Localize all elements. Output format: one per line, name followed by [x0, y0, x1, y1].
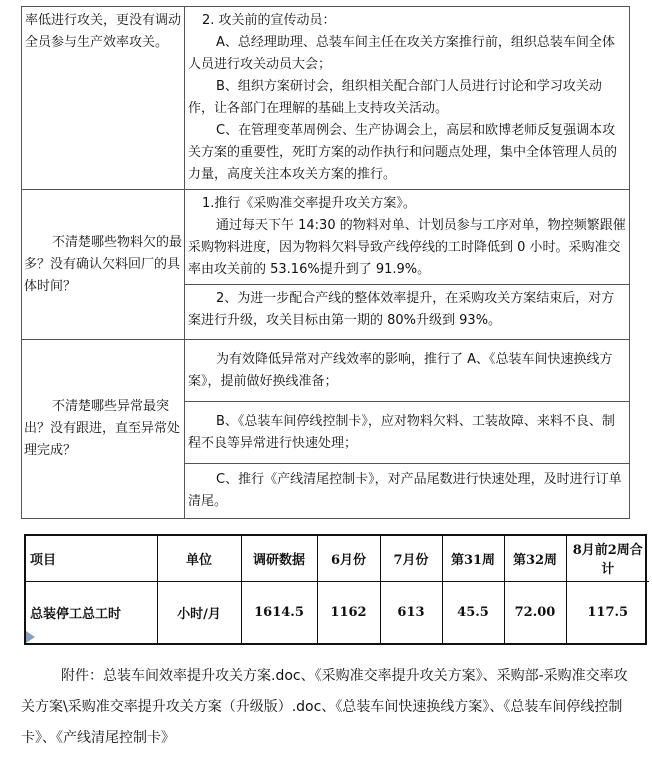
problem-text: 不清楚哪些物料欠的最多？没有确认欠料回厂的具体时间？ — [24, 234, 183, 294]
triangle-marker-icon — [26, 631, 35, 643]
measure-item: 为有效降低异常对产线效率的影响，推行了 A、《总装车间快速换线方案》，提前做好换线准备； — [188, 351, 613, 389]
measures-table — [21, 6, 630, 519]
header-row — [26, 536, 649, 581]
measure-item: C、推行《产线清尾控制卡》，对产品尾数进行快速处理，及时进行订单清尾。 — [188, 472, 622, 509]
problem-cell — [22, 340, 185, 519]
attachments-paragraph: 附件：总装车间效率提升攻关方案.doc、《采购准交率提升攻关方案》、采购部-采购准交率攻关方案\采购准交率提升攻关方案（升级版）.doc、《总装车间快速换线方案》、《总装车间停线控制卡》、《产线清尾控制卡》 — [21, 668, 628, 746]
data-cell: 小时/月 — [157, 581, 241, 643]
problem-text: 不清楚哪些异常最突出？没有跟进，直至异常处理完成？ — [24, 399, 181, 458]
measure-heading: 1.推行《采购准交率提升攻关方案》。 — [202, 196, 416, 211]
header-cell: 6月份 — [317, 536, 380, 581]
header-cell: 项目 — [26, 536, 157, 581]
downtime-grid — [26, 536, 649, 643]
header-cell: 调研数据 — [241, 536, 317, 581]
header-cell: 8月前2周合计 — [566, 536, 649, 581]
measure-cell — [185, 402, 630, 464]
measure-item: B、《总装车间停线控制卡》，应对物料欠料、工装故障、来料不良、制程不良等异常进行快速处理； — [188, 413, 615, 451]
measure-cell — [185, 285, 630, 340]
data-cell: 613 — [380, 581, 442, 643]
measure-cell — [185, 464, 630, 519]
header-cell: 单位 — [157, 536, 241, 581]
table-row — [22, 190, 630, 285]
header-cell: 第31周 — [442, 536, 504, 581]
measure-heading: 2. 攻关前的宣传动员： — [202, 13, 336, 28]
downtime-table — [24, 534, 647, 645]
measure-cell — [185, 340, 630, 402]
measure-item: C、在管理变革周例会、生产协调会上，高层和欧博老师反复强调本攻关方案的重要性，死盯方案的动作执行和问题点处理，集中全体管理人员的力量，高度关注本攻关方案的推行。 — [188, 123, 618, 182]
measure-item: B、组织方案研讨会，组织相关配合部门人员进行讨论和学习攻关动作，让各部门在理解的基础上支持攻关活动。 — [188, 79, 602, 116]
measure-cell — [185, 7, 630, 190]
measure-cell — [185, 190, 630, 285]
data-cell: 1162 — [317, 581, 380, 643]
data-cell: 72.00 — [504, 581, 566, 643]
header-cell: 第32周 — [504, 536, 566, 581]
problem-cell — [22, 7, 185, 190]
data-cell: 总装停工总工时 — [26, 581, 157, 643]
measure-item: 通过每天下午 14:30 的物料对单、计划员参与工序对单，物控频繁跟催采购物料进度，因为物料欠料导致产线停线的工时降低到 0 小时。采购准交率由攻关前的 53.16%提升到了 91.9%。 — [188, 218, 626, 277]
problem-text: 率低进行攻关，更没有调动全员参与生产效率攻关。 — [25, 13, 182, 50]
data-cell: 1614.5 — [241, 581, 317, 643]
table-row — [26, 581, 649, 643]
problem-cell — [22, 190, 185, 340]
measure-item: A、总经理助理、总装车间主任在攻关方案推行前，组织总装车间全体人员进行攻关动员大会； — [188, 35, 615, 72]
header-cell: 7月份 — [380, 536, 442, 581]
data-cell: 117.5 — [566, 581, 649, 643]
measure-item: 2、为进一步配合产线的整体效率提升，在采购攻关方案结束后，对方案进行升级，攻关目标由第一期的 80%升级到 93%。 — [188, 291, 615, 328]
table-row — [22, 340, 630, 402]
data-cell: 45.5 — [442, 581, 504, 643]
table-row — [22, 7, 630, 190]
